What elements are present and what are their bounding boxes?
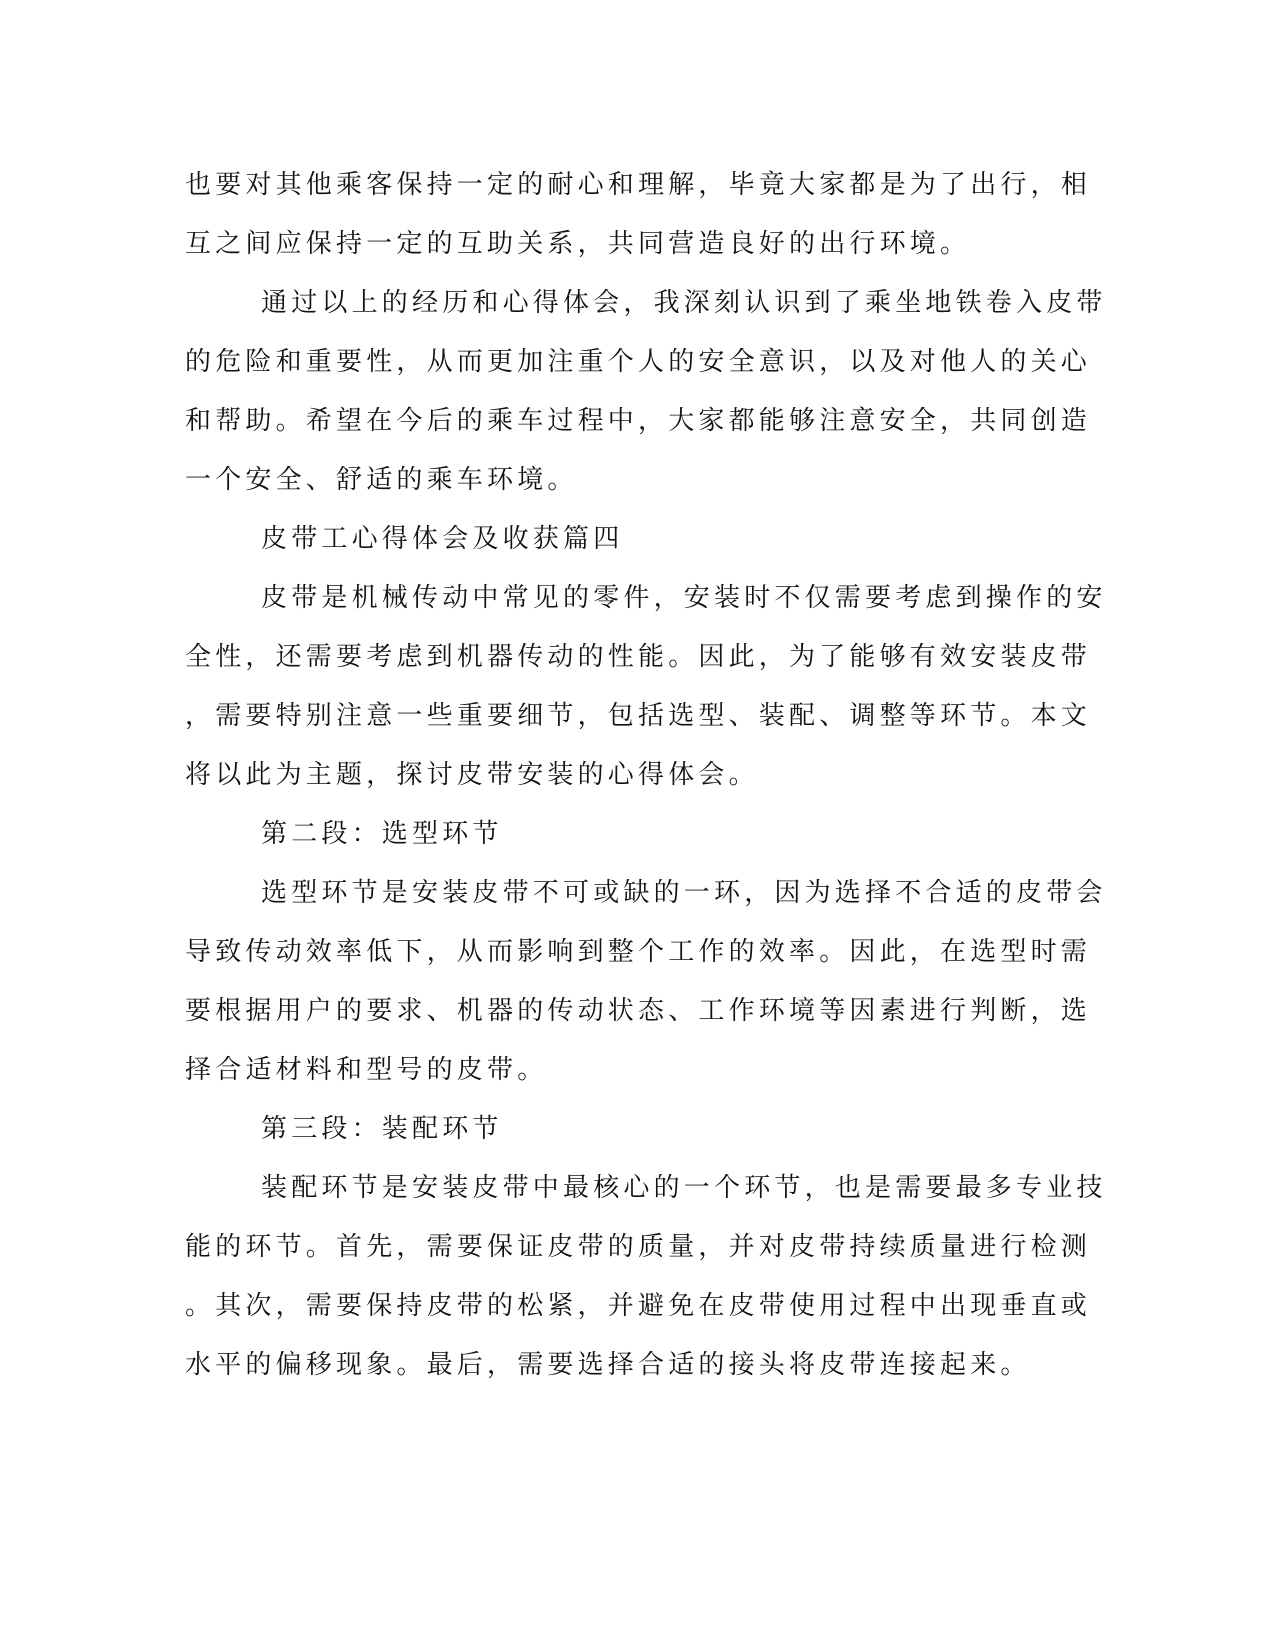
paragraph-start-line: 装配环节是安装皮带中最核心的一个环节，也是需要最多专业技	[261, 1173, 1107, 1203]
paragraph-start-line: 通过以上的经历和心得体会，我深刻认识到了乘坐地铁卷入皮带	[261, 288, 1107, 318]
section-heading: 皮带工心得体会及收获篇四	[261, 524, 624, 554]
text-line: 择合适材料和型号的皮带。	[185, 1055, 548, 1085]
text-line: 水平的偏移现象。最后，需要选择合适的接头将皮带连接起来。	[185, 1350, 1031, 1380]
text-line: 也要对其他乘客保持一定的耐心和理解，毕竟大家都是为了出行，相	[185, 170, 1092, 200]
text-line: 导致传动效率低下，从而影响到整个工作的效率。因此，在选型时需	[185, 937, 1092, 967]
text-line: 的危险和重要性，从而更加注重个人的安全意识，以及对他人的关心	[185, 347, 1092, 377]
section-heading: 第三段：装配环节	[261, 1114, 503, 1144]
document-body	[185, 156, 1107, 1395]
section-heading: 第二段：选型环节	[261, 819, 503, 849]
paragraph-start-line: 皮带是机械传动中常见的零件，安装时不仅需要考虑到操作的安	[261, 583, 1107, 613]
text-line: 。其次，需要保持皮带的松紧，并避免在皮带使用过程中出现垂直或	[185, 1291, 1092, 1321]
text-line: 能的环节。首先，需要保证皮带的质量，并对皮带持续质量进行检测	[185, 1232, 1092, 1262]
text-line: 互之间应保持一定的互助关系，共同营造良好的出行环境。	[185, 229, 971, 259]
text-line: 全性，还需要考虑到机器传动的性能。因此，为了能够有效安装皮带	[185, 642, 1092, 672]
text-line: 要根据用户的要求、机器的传动状态、工作环境等因素进行判断，选	[185, 996, 1092, 1026]
paragraph-start-line: 选型环节是安装皮带不可或缺的一环，因为选择不合适的皮带会	[261, 878, 1107, 908]
text-line: 一个安全、舒适的乘车环境。	[185, 465, 578, 495]
text-line: 和帮助。希望在今后的乘车过程中，大家都能够注意安全，共同创造	[185, 406, 1092, 436]
text-line: 将以此为主题，探讨皮带安装的心得体会。	[185, 760, 759, 790]
text-line: ，需要特别注意一些重要细节，包括选型、装配、调整等环节。本文	[185, 701, 1092, 731]
